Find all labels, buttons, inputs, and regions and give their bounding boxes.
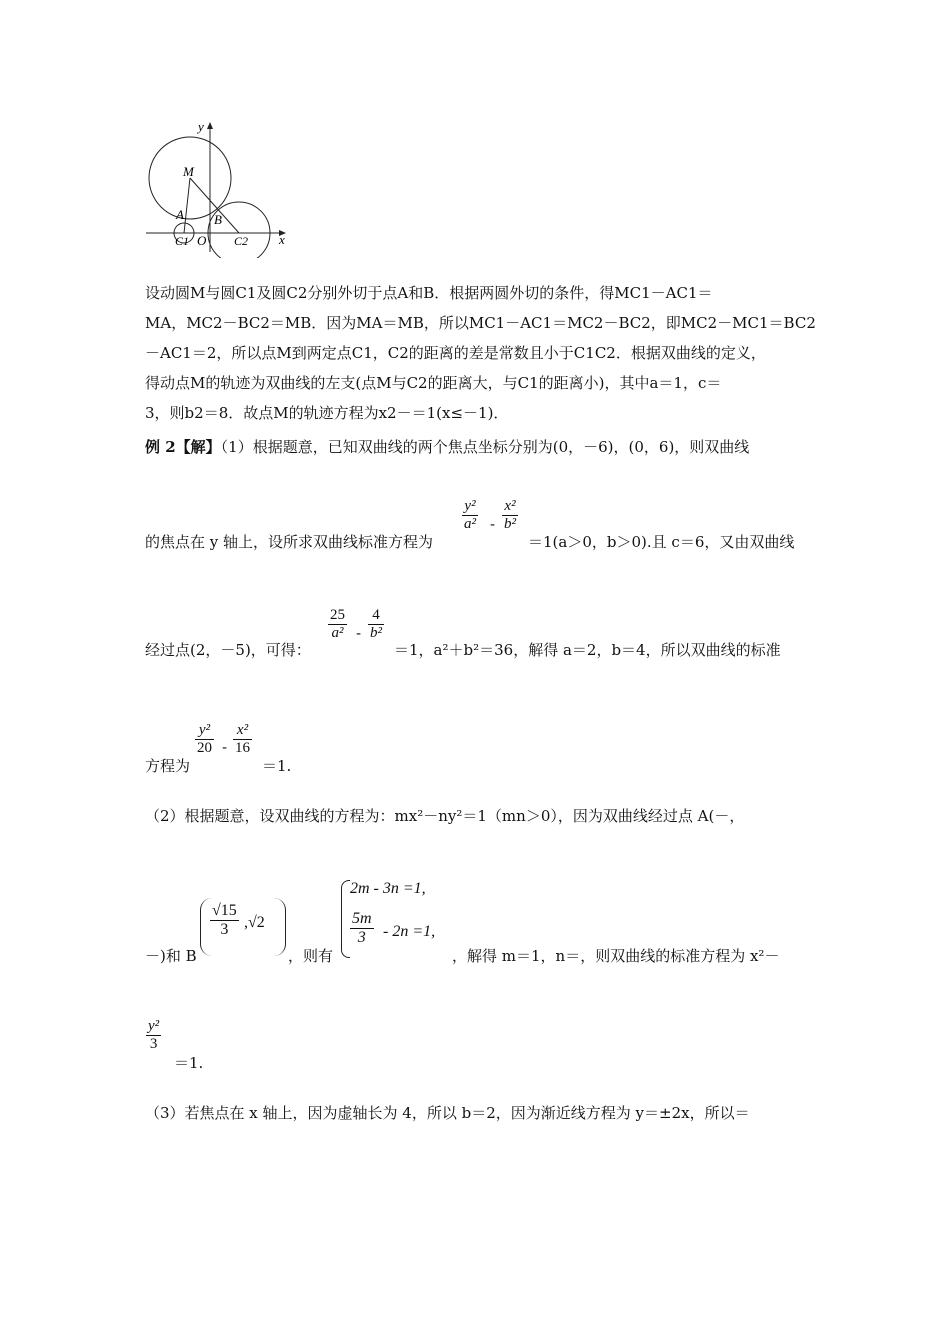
para1-line2: MA，MC2－BC2＝MB．因为MA＝MB，所以MC1－AC1＝MC2－BC2，即MC2－MC1＝BC2 (145, 314, 816, 332)
fraction-4-b2 (368, 607, 384, 642)
example2-line6a: －)和 B (145, 947, 197, 965)
para1-line3: －AC1＝2，所以点M到两定点C1，C2的距离的差是常数且小于C1C2．根据双曲线的定义， (145, 344, 766, 362)
label-c1: C1 (175, 234, 190, 248)
frac-num: x² (502, 498, 518, 516)
frac-num: 5m (352, 910, 372, 927)
frac-den: b² (504, 516, 516, 532)
point-b-rest: ,√2 (244, 914, 265, 931)
example2-line2b: ＝1(a＞0，b＞0).且 c＝6，又由双曲线 (528, 533, 795, 551)
label-a: A (176, 207, 184, 222)
system-brace (341, 880, 350, 958)
y-axis-arrow (207, 122, 213, 129)
minus-sign: - (490, 515, 496, 533)
example2-part3-line1: （3）若焦点在 x 轴上，因为虚轴长为 4，所以 b＝2，因为渐近线方程为 y＝±2x，所以＝ (145, 1104, 750, 1122)
example2-part2-line1: （2）根据题意，设双曲线的方程为：mx²－ny²＝1（mn＞0），因为双曲线经过点 A(－， (145, 807, 745, 825)
frac-num: y² (462, 498, 478, 516)
system-eq2-rest: - 2n =1, (383, 923, 436, 940)
label-b: B (214, 212, 222, 227)
minus-sign: - (222, 738, 228, 756)
label-x: x (279, 232, 285, 247)
label-y: y (198, 119, 204, 134)
fraction-x2-16 (233, 722, 252, 757)
para1-line5: 3，则b2＝8．故点M的轨迹方程为x2－＝1(x≤－1)． (145, 404, 509, 422)
frac-den: a² (331, 625, 344, 641)
example2-line4a: 方程为 (145, 757, 191, 775)
frac-den: 20 (197, 740, 212, 756)
frac-den: 3 (357, 929, 366, 946)
circle-diagram (140, 118, 300, 258)
example2-line2a: 的焦点在 y 轴上，设所求双曲线标准方程为 (145, 533, 434, 551)
label-m: M (183, 164, 194, 179)
frac-num: √15 (212, 902, 237, 919)
system-eq1: 2m - 3n =1, (350, 880, 426, 897)
label-c2: C2 (234, 234, 249, 248)
frac-den: 16 (235, 740, 250, 756)
frac-den: a² (464, 516, 476, 532)
example2-part1-text: （1）根据题意，已知双曲线的两个焦点坐标分别为(0，－6)，(0，6)，则双曲线 (220, 438, 750, 456)
example2-line6c: ，解得 m＝1，n＝，则双曲线的标准方程为 x²－ (452, 947, 780, 965)
fraction-y2-a2 (462, 498, 478, 533)
frac-num: 4 (368, 607, 384, 625)
frac-num: x² (233, 722, 252, 740)
example2-title: 例 2【解】 (145, 438, 221, 456)
fraction-x2-b2 (502, 498, 518, 533)
example2-line3a: 经过点(2，－5)，可得： (145, 641, 311, 659)
para1-line1: 设动圆M与圆C1及圆C2分别外切于点A和B．根据两圆外切的条件，得MC1－AC1＝ (145, 284, 713, 302)
fraction-25-a2 (328, 607, 347, 642)
frac-num: 25 (330, 607, 345, 623)
frac-num: y² (148, 1018, 160, 1034)
label-o: O (197, 233, 207, 248)
frac-den: 3 (220, 921, 229, 938)
frac-num: y² (195, 722, 214, 740)
fraction-y2-20 (195, 722, 214, 757)
frac-den: 3 (149, 1036, 158, 1052)
example2-line4b: ＝1. (262, 757, 292, 775)
frac-den: b² (370, 625, 382, 641)
fraction-y2-3 (146, 1018, 161, 1053)
para1-line4: 得动点M的轨迹为双曲线的左支(点M与C2的距离大，与C1的距离小)，其中a＝1，c＝ (145, 374, 722, 392)
example2-line6b: ，则有 (288, 947, 334, 965)
example2-line3b: ＝1，a²＋b²＝36，解得 a＝2，b＝4，所以双曲线的标准 (394, 641, 781, 659)
example2-line7b: ＝1. (174, 1054, 204, 1072)
example2-line1 (145, 436, 749, 457)
circle-c2 (208, 202, 270, 258)
minus-sign: - (356, 624, 362, 642)
fraction-sqrt15-3 (210, 902, 239, 939)
fraction-5m-3 (350, 910, 374, 947)
